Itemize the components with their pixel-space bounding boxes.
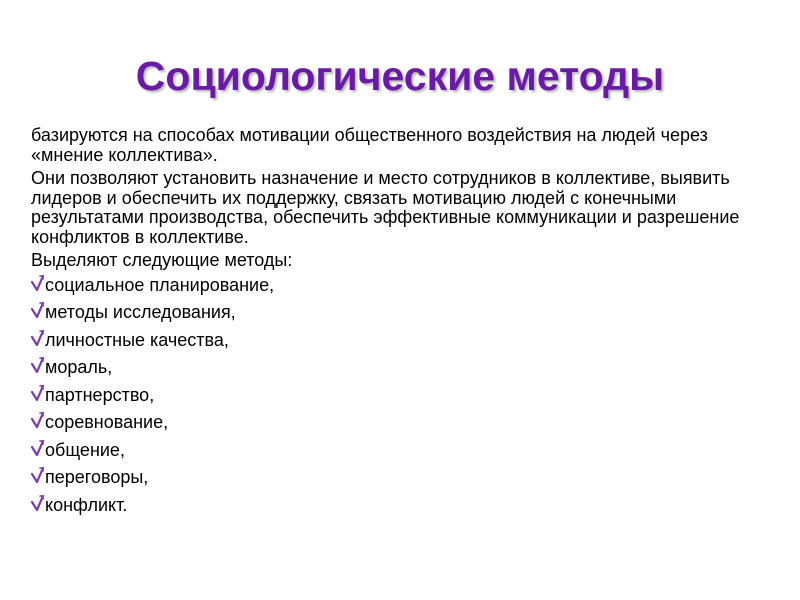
- intro-paragraph: базируются на способах мотивации общественного воздействия на людей через «мнение коллектива».: [31, 125, 708, 165]
- check-arrow-icon: [31, 465, 45, 487]
- list-item: [31, 273, 776, 301]
- list-item: [31, 438, 776, 466]
- check-arrow-icon: [31, 383, 45, 405]
- check-arrow-icon: [31, 493, 45, 515]
- list-item: [31, 465, 776, 493]
- description-paragraph: Они позволяют установить назначение и место сотрудников в коллективе, выявить лидеров и обеспечить их поддержку, связать мотивацию людей с конечными результатами производства, обеспечить эффективные коммуникации и разрешение конфликтов в коллективе.: [31, 168, 740, 247]
- list-item: [31, 328, 776, 356]
- method-label: соревнование,: [45, 412, 169, 432]
- list-item: [31, 383, 776, 411]
- slide-body: [31, 126, 776, 520]
- check-arrow-icon: [31, 300, 45, 322]
- check-arrow-icon: [31, 410, 45, 432]
- method-label: социальное планирование,: [45, 274, 275, 295]
- check-arrow-icon: [31, 355, 45, 377]
- method-label: переговоры,: [45, 467, 149, 487]
- list-item: [31, 493, 776, 521]
- method-label: методы исследования,: [45, 302, 236, 322]
- check-arrow-icon: [31, 273, 45, 295]
- check-arrow-icon: [31, 438, 45, 460]
- method-label: партнерство,: [45, 384, 155, 405]
- list-item: [31, 355, 776, 383]
- method-label: конфликт.: [45, 494, 128, 515]
- slide-title: Социологические методы: [135, 53, 665, 99]
- methods-list: [31, 273, 776, 521]
- method-label: общение,: [45, 439, 125, 460]
- method-label: мораль,: [45, 357, 113, 377]
- list-item: [31, 410, 776, 438]
- method-label: личностные качества,: [45, 329, 229, 350]
- methods-heading: Выделяют следующие методы:: [31, 250, 293, 270]
- list-item: [31, 300, 776, 328]
- check-arrow-icon: [31, 328, 45, 350]
